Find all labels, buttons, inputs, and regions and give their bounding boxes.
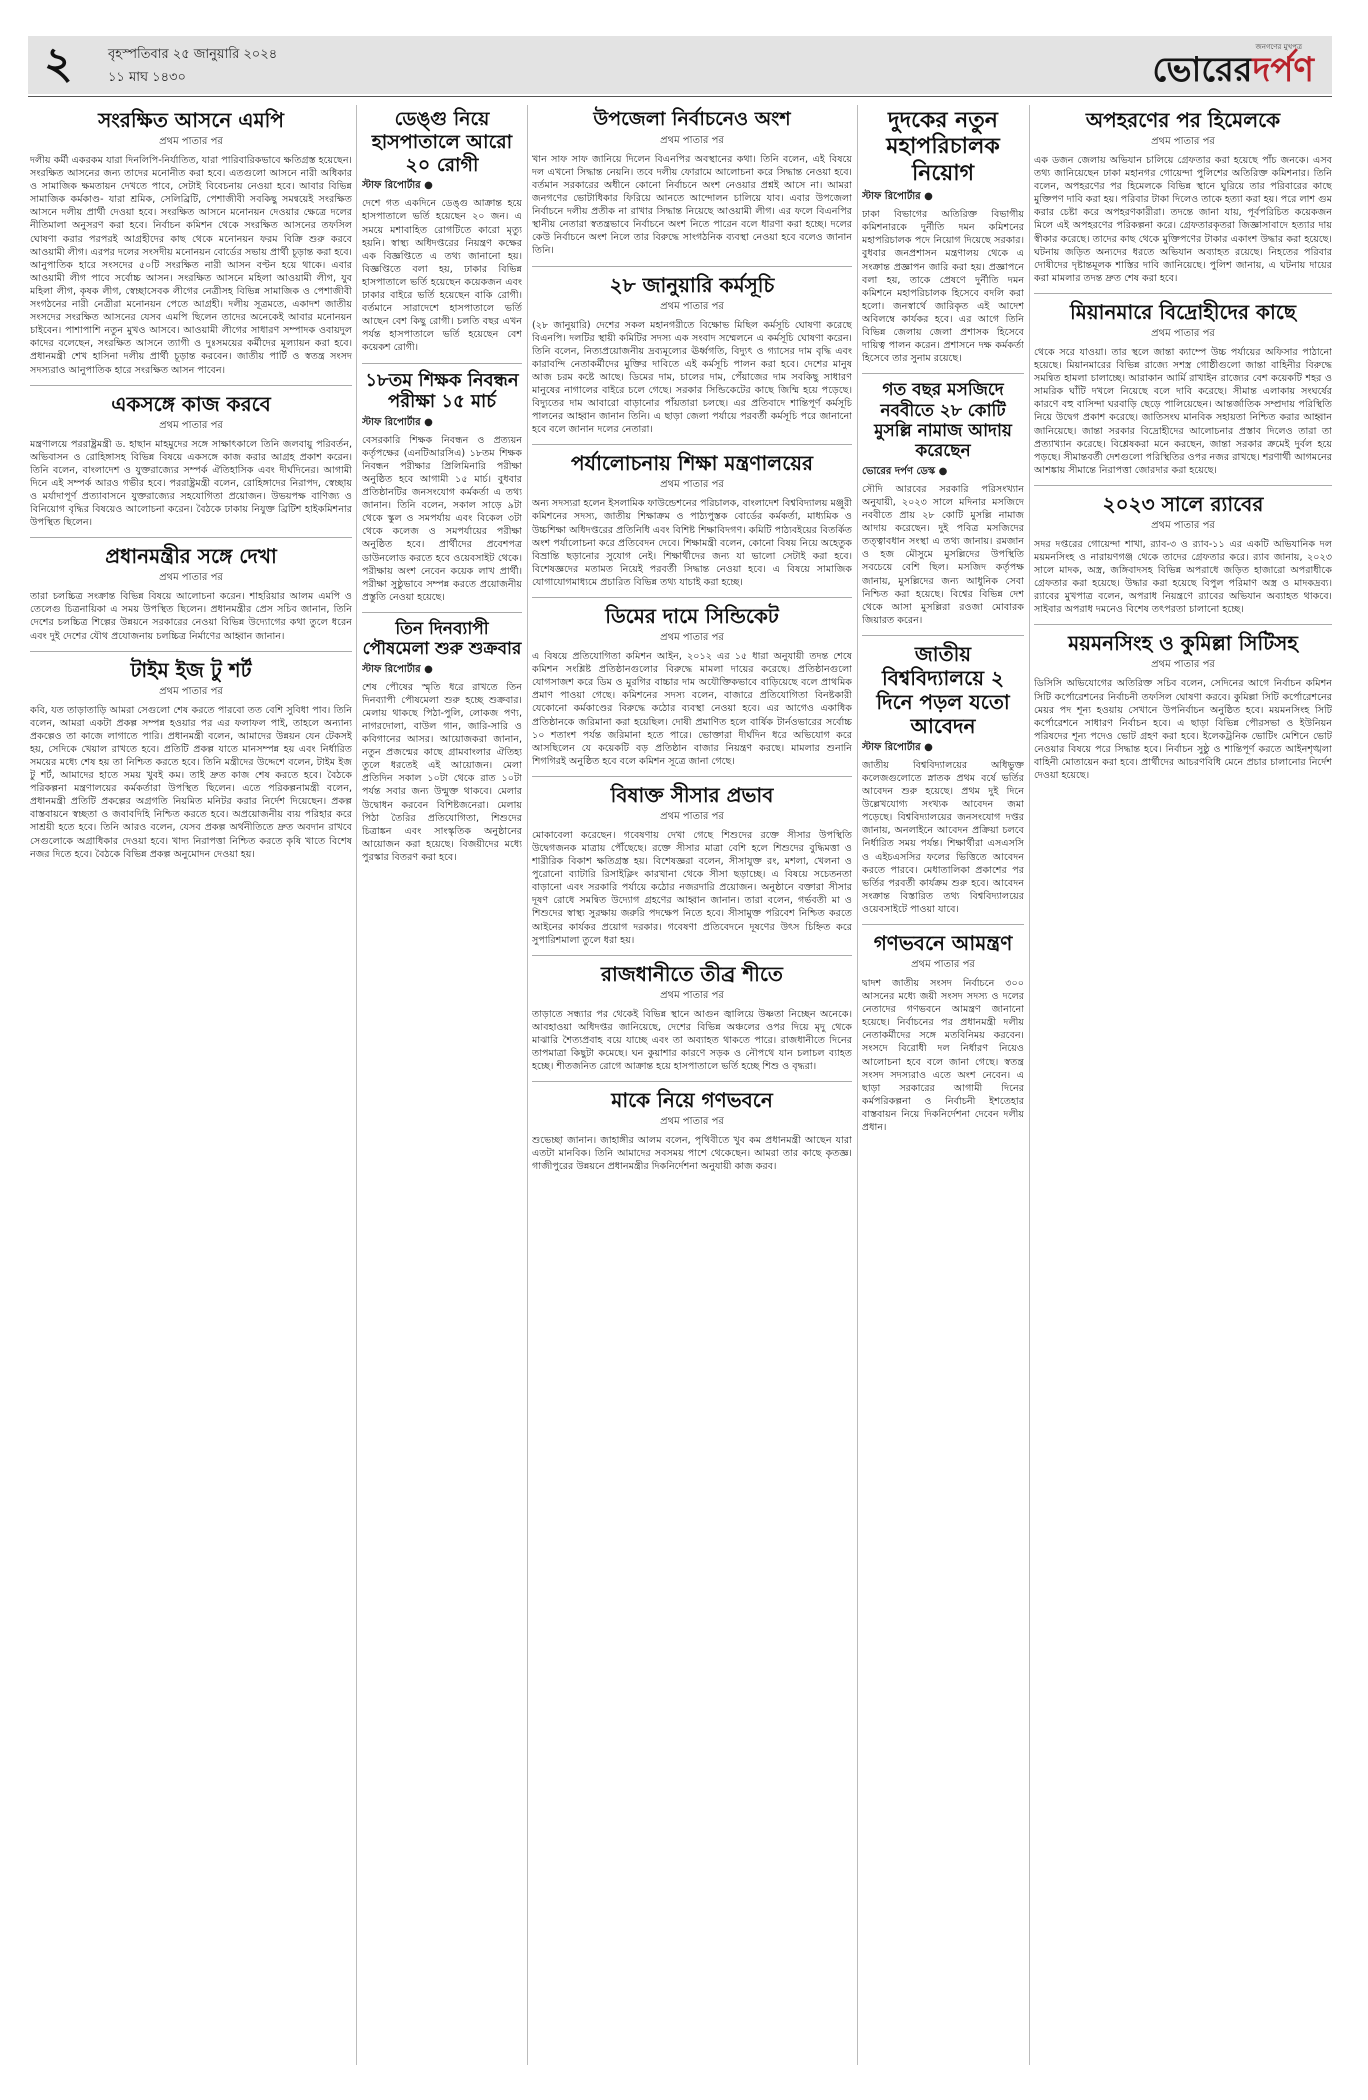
- story-separator: [1034, 293, 1332, 294]
- column-divider: [1029, 105, 1030, 2065]
- story-body: দ্বাদশ জাতীয় সংসদ নির্বাচনে ৩০০ আসনের মধ্যে জয়ী সংসদ সদস্য ও দলের নেতাদের গণভবনে আমন্ত্রণ জানানো হয়েছে। নির্বাচনের পর প্রধানমন্ত্রী দলীয় নেতাকর্মীদের সঙ্গে মতবিনিময় করবেন। সংসদে বিরোধী দল নির্ধারণ নিয়েও আলোচনা হবে বলে জানা গেছে। স্বতন্ত্র সংসদ সদস্যরাও এতে অংশ নেবেন। এ ছাড়া সরকারের আগামী দিনের কর্মপরিকল্পনা ও নির্বাচনী ইশতেহার বাস্তবায়ন নিয়ে দিকনির্দেশনা দেবেন দলীয় প্রধান।: [862, 978, 1024, 1134]
- continued-label: প্রথম পাতার পর: [660, 1116, 724, 1128]
- story-body: ডিসিসি অভিযোগের অতিরিক্ত সচিব বলেন, সেদিনের আগে নির্বাচন কমিশন সিটি কর্পোরেশনের নির্বাচনী তফসিল ঘোষণা করবে। কুমিল্লা সিটি কর্পোরেশনের মেয়র পদ শূন্য হওয়ায় সেখানে উপনির্বাচন অনুষ্ঠিত হবে। ময়মনসিংহ সিটি কর্পোরেশনে সাধারণ নির্বাচন হবে। এ ছাড়া বিভিন্ন পৌরসভা ও ইউনিয়ন পরিষদের শূন্য পদেও ভোট গ্রহণ করা হবে। ইলেকট্রনিক ভোটিং মেশিনে ভোট নেওয়ার বিষয়ে পরে সিদ্ধান্ত হবে। নির্বাচন সুষ্ঠু ও শান্তিপূর্ণ করতে আইনশৃঙ্খলা বাহিনী মোতায়েন করা হবে। প্রার্থীদের আচরণবিধি মেনে প্রচার চালানোর নির্দেশ দেওয়া হয়েছে।: [1034, 678, 1332, 782]
- story-lead-poison: [532, 783, 852, 947]
- column-3: [532, 105, 852, 2075]
- story-egg-price: [532, 604, 852, 768]
- headline: পর্যালোচনায় শিক্ষা মন্ত্রণালয়ের: [570, 451, 814, 476]
- story-after-abduction: [1034, 108, 1332, 285]
- continued-label: প্রথম পাতার পর: [159, 572, 223, 584]
- logo-tagline: জনগণের মুখপত্র: [1255, 43, 1302, 51]
- column-divider: [527, 105, 528, 2065]
- story-body: তাড়াতে সন্ধ্যার পর থেকেই বিভিন্ন স্থানে আগুন জ্বালিয়ে উষ্ণতা নিচ্ছেন অনেকে। আবহাওয়া অধিদপ্তর জানিয়েছে, দেশের বিভিন্ন অঞ্চলের ওপর দিয়ে মৃদু থেকে মাঝারি শৈত্যপ্রবাহ বয়ে যাচ্ছে এবং তা অব্যাহত থাকতে পারে। রাজধানীতে দিনের তাপমাত্রা কিছুটা কমেছে। ঘন কুয়াশার কারণে সড়ক ও নৌপথে যান চলাচল ব্যাহত হচ্ছে। শীতজনিত রোগে আক্রান্ত হয়ে হাসপাতালে ভর্তি হচ্ছে শিশু ও বৃদ্ধরা।: [532, 1008, 852, 1073]
- headline: প্রধানমন্ত্রীর সঙ্গে দেখা: [105, 544, 277, 569]
- headline: গত বছর মসজিদে নববীতে ২৮ কোটি মুসল্লি নামাজ আদায় করেছেন: [874, 380, 1012, 462]
- continued-label: প্রথম পাতার পর: [660, 989, 724, 1001]
- story-separator: [30, 651, 352, 652]
- story-national-university: [862, 642, 1024, 916]
- page-header: [28, 36, 1332, 94]
- headline: টাইম ইজ টু শর্ট: [130, 657, 252, 682]
- story-body: মোকাবেলা করেছেন। গবেষণায় দেখা গেছে শিশুদের রক্তে সীসার উপস্থিতি উদ্বেগজনক মাত্রায় পৌঁছেছে। রক্তে সীসার মাত্রা বেশি হলে শিশুদের বুদ্ধিমত্তা ও শারীরিক বিকাশ ক্ষতিগ্রস্ত হয়। বিশেষজ্ঞরা বলেন, সীসাযুক্ত রং, মশলা, খেলনা ও পুরোনো ব্যাটারি রিসাইক্লিং কারখানা থেকে সীসা ছড়াচ্ছে। এ বিষয়ে সচেতনতা বাড়ানো এবং সরকারি পর্যায়ে কঠোর নজরদারি প্রয়োজন। অনুষ্ঠানে বক্তারা সীসার দূষণ রোধে সমন্বিত উদ্যোগ গ্রহণের আহ্বান জানান। তারা বলেন, গর্ভবতী মা ও শিশুদের স্বাস্থ্য সুরক্ষায় জরুরি পদক্ষেপ নিতে হবে। সীসামুক্ত পরিবেশ নিশ্চিত করতে আইনের কার্যকর প্রয়োগ দরকার। গবেষণা প্রতিবেদনে দূষণের উৎস চিহ্নিত করে সুপারিশমালা তুলে ধরা হয়।: [532, 829, 852, 946]
- continued-label: প্রথম পাতার পর: [159, 685, 223, 697]
- story-body: সৌদি আরবের সরকারি পরিসংখ্যান অনুযায়ী, ২০২৩ সালে মদিনার মসজিদে নববীতে প্রায় ২৮ কোটি মুসল্লি নামাজ আদায় করেছেন। দুই পবিত্র মসজিদের তত্ত্বাবধান সংস্থা এ তথ্য জানায়। রমজান ও হজ মৌসুমে মুসল্লিদের উপস্থিতি সবচেয়ে বেশি ছিল। মসজিদ কর্তৃপক্ষ জানায়, মুসল্লিদের জন্য আধুনিক সেবা নিশ্চিত করা হয়েছে। বিশ্বের বিভিন্ন দেশ থেকে আসা মুসল্লিরা রওজা মোবারক জিয়ারত করেন।: [862, 483, 1024, 626]
- headline: সংরক্ষিত আসনে এমপি: [98, 108, 284, 132]
- headline: জাতীয় বিশ্ববিদ্যালয়ে ২ দিনে পড়ল যতো আবেদন: [876, 641, 1010, 738]
- story-separator: [1034, 485, 1332, 486]
- story-separator: [30, 537, 352, 538]
- column-5: [1034, 105, 1332, 2075]
- story-separator: [532, 955, 852, 956]
- page-number: ২: [44, 38, 73, 89]
- story-time-is-short: [30, 658, 352, 861]
- byline: স্টাফ রিপোর্টার ●: [362, 180, 433, 192]
- story-dengue: [362, 108, 522, 355]
- header-rule: [28, 96, 1332, 97]
- story-body: শুভেচ্ছা জানান। জাহাঙ্গীর আলম বলেন, পৃথিবীতে খুব কম প্রধানমন্ত্রী আছেন যারা এতটা মানবিক। তিনি আমাদের সবসময় পাশে থেকেছেন। আমরা তার কাছে কৃতজ্ঞ। গাজীপুরের উন্নয়নে প্রধানমন্ত্রীর দিকনির্দেশনা অনুযায়ী কাজ করব।: [532, 1135, 852, 1173]
- story-separator: [30, 385, 352, 386]
- logo-part-2: দর্পণ: [1252, 50, 1314, 90]
- story-body: বেসরকারি শিক্ষক নিবন্ধন ও প্রত্যয়ন কর্তৃপক্ষের (এনটিআরসিএ) ১৮তম শিক্ষক নিবন্ধন পরীক্ষার প্রিলিমিনারি পরীক্ষা অনুষ্ঠিত হবে আগামী ১৫ মার্চ। বুধবার প্রতিষ্ঠানটির জনসংযোগ কর্মকর্তা এ তথ্য জানান। তিনি বলেন, সকাল সাড়ে ৯টা থেকে স্কুল ও সমপর্যায় এবং বিকেল ৩টা থেকে কলেজ ও সমপর্যায়ের পরীক্ষা অনুষ্ঠিত হবে। প্রার্থীদের প্রবেশপত্র ডাউনলোড করতে হবে ওয়েবসাইট থেকে। পরীক্ষায় অংশ নেবেন কয়েক লাখ প্রার্থী। পরীক্ষা সুষ্ঠুভাবে সম্পন্ন করতে প্রয়োজনীয় প্রস্তুতি নেওয়া হয়েছে।: [362, 434, 522, 603]
- continued-label: প্রথম পাতার পর: [1151, 519, 1215, 531]
- continued-label: প্রথম পাতার পর: [660, 810, 724, 822]
- continued-label: প্রথম পাতার পর: [1151, 136, 1215, 147]
- continued-label: প্রথম পাতার পর: [159, 419, 223, 431]
- story-reserved-seats: [30, 108, 352, 377]
- story-separator: [362, 363, 522, 364]
- story-separator: [532, 1081, 852, 1082]
- logo-part-1: ভোরের: [1152, 50, 1253, 90]
- continued-label: প্রথম পাতার পর: [660, 300, 724, 312]
- story-gonobhaban-invite: [862, 931, 1024, 1134]
- story-program-28: [532, 273, 852, 437]
- story-body: কবি, যত তাড়াতাড়ি আমরা সেগুলো শেষ করতে পারবো তত বেশি সুবিধা পাব। তিনি বলেন, আমরা একটা প্রকল্প সম্পন্ন হওয়ার পর এর ফলাফল পাই, তাহলে অন্যান্য প্রকল্পেও তা কাজে লাগাতে পারি। প্রধানমন্ত্রী বলেন, আমাদের উন্নয়ন যেন টেকসই হয়, সেদিকে খেয়াল রাখতে হবে। প্রতিটি প্রকল্প যাতে মানসম্পন্ন হয় এবং নির্ধারিত সময়ের মধ্যে শেষ হয় তা নিশ্চিত করতে হবে। তিনি মন্ত্রীদের উদ্দেশে বলেন, টাইম ইজ টু শর্ট, আমাদের হাতে সময় খুবই কম। তাই দ্রুত কাজ শেষ করতে হবে। বৈঠকে পরিকল্পনা মন্ত্রণালয়ের কর্মকর্তারা উপস্থিত ছিলেন। এতে পরিকল্পনামন্ত্রী বলেন, প্রধানমন্ত্রী প্রতিটি প্রকল্পের অগ্রগতি নিয়মিত মনিটর করার নির্দেশ দিয়েছেন। প্রকল্প বাস্তবায়নে স্বচ্ছতা ও জবাবদিহি নিশ্চিত করতে হবে। অপ্রয়োজনীয় ব্যয় পরিহার করে সাশ্রয়ী হতে হবে। তিনি আরও বলেন, যেসব প্রকল্প অর্থনীতিতে দ্রুত অবদান রাখবে সেগুলোকে অগ্রাধিকার দেওয়া হবে। খাদ্য নিরাপত্তা নিশ্চিত করতে কৃষি খাতে বিশেষ নজর দিতে হবে। বৈঠকে বিভিন্ন প্রকল্প অনুমোদন দেওয়া হয়।: [30, 704, 352, 860]
- story-separator: [532, 776, 852, 777]
- headline: ১৮তম শিক্ষক নিবন্ধন পরীক্ষা ১৫ মার্চ: [365, 369, 519, 413]
- continued-label: প্রথম পাতার পর: [159, 136, 223, 147]
- story-ntrca: [362, 370, 522, 604]
- story-capital-cold: [532, 962, 852, 1073]
- continued-label: প্রথম পাতার পর: [660, 134, 724, 146]
- story-separator: [532, 444, 852, 445]
- story-together-work: [30, 392, 352, 530]
- column-2: [362, 105, 522, 2075]
- continued-label: প্রথম পাতার পর: [911, 959, 975, 971]
- byline: ভোরের দর্পণ ডেস্ক ●: [862, 465, 948, 477]
- story-separator: [362, 612, 522, 613]
- story-body: থেকে সরে যাওয়া। তার স্থলে জান্তা ক্যাম্পে উচ্চ পর্যায়ের অফিসার পাঠানো হয়েছে। মিয়ানমারের বিভিন্ন রাজ্যে সশস্ত্র গোষ্ঠীগুলো জান্তা বাহিনীর বিরুদ্ধে সমন্বিত হামলা চালাচ্ছে। আরাকান আর্মি রাখাইন রাজ্যের বেশ কয়েকটি শহর ও সামরিক ঘাঁটি দখলে নিয়েছে বলে দাবি করেছে। সীমান্ত এলাকায় সংঘর্ষের কারণে বহু বাসিন্দা ঘরবাড়ি ছেড়ে পালিয়েছেন। আন্তর্জাতিক সম্প্রদায় পরিস্থিতি নিয়ে উদ্বেগ প্রকাশ করেছে। জাতিসংঘ মানবিক সহায়তা নিশ্চিত করার আহ্বান জানিয়েছে। জান্তা সরকার বিদ্রোহীদের আলোচনার প্রস্তাব দিলেও তারা তা প্রত্যাখ্যান করেছে। বিশ্লেষকরা মনে করছেন, জান্তা সরকার ক্রমেই দুর্বল হয়ে পড়ছে। সীমান্তবর্তী দেশগুলো পরিস্থিতির ওপর নজর রাখছে। শরণার্থী আগমনের আশঙ্কায় সীমান্তে নিরাপত্তা জোরদার করা হয়েছে।: [1034, 346, 1332, 476]
- story-education-ministry: [532, 451, 852, 589]
- continued-label: প্রথম পাতার পর: [1151, 327, 1215, 339]
- byline: স্টাফ রিপোর্টার ●: [362, 663, 433, 675]
- headline: একসঙ্গে কাজ করবে: [111, 391, 271, 416]
- headline: মাকে নিয়ে গণভবনে: [611, 1088, 773, 1113]
- story-separator: [862, 635, 1024, 636]
- story-new-dg: [862, 108, 1024, 365]
- story-body: মন্ত্রণালয়ে পররাষ্ট্রমন্ত্রী ড. হাছান মাহমুদের সঙ্গে সাক্ষাৎকালে তিনি জলবায়ু পরিবর্তন, অভিবাসন ও রোহিঙ্গাসহ বিভিন্ন বিষয়ে একসঙ্গে কাজ করার আগ্রহ প্রকাশ করেন। তিনি বলেন, বাংলাদেশ ও যুক্তরাজ্যের সম্পর্ক ঐতিহাসিক এবং দীর্ঘদিনের। আগামী দিনে এই সম্পর্ক আরও গভীর হবে। পররাষ্ট্রমন্ত্রী বলেন, রোহিঙ্গাদের নিরাপদ, স্বেচ্ছায় ও মর্যাদাপূর্ণ প্রত্যাবাসনে যুক্তরাজ্যের সহযোগিতা প্রয়োজন। উভয়পক্ষ বাণিজ্য ও বিনিয়োগ বৃদ্ধির বিষয়েও আলোচনা করেন। বৈঠকে ঢাকায় নিযুক্ত ব্রিটিশ হাইকমিশনার উপস্থিত ছিলেন।: [30, 438, 352, 529]
- headline: ২৮ জানুয়ারি কর্মসূচি: [609, 272, 775, 297]
- newspaper-logo: [1152, 51, 1314, 89]
- byline: স্টাফ রিপোর্টার ●: [862, 741, 933, 753]
- story-pm-meeting: [30, 544, 352, 642]
- headline: তিন দিনব্যাপী পৌষমেলা শুরু শুক্রবার: [362, 618, 522, 660]
- story-body: এ বিষয়ে প্রতিযোগিতা কমিশন আইন, ২০১২ এর ১৫ ধারা অনুযায়ী তদন্ত শেষে কমিশন সংশ্লিষ্ট প্রতিষ্ঠানগুলোর বিরুদ্ধে মামলা দায়ের করেছে। প্রতিষ্ঠানগুলো যোগসাজশ করে ডিম ও মুরগির বাচ্চার দাম অযৌক্তিকভাবে বাড়িয়েছে বলে প্রাথমিক প্রমাণ পাওয়া গেছে। কমিশনের সদস্য বলেন, বাজারে প্রতিযোগিতা বিনষ্টকারী যেকোনো কর্মকাণ্ডের বিরুদ্ধে কঠোর ব্যবস্থা নেওয়া হবে। এর আগেও একাধিক প্রতিষ্ঠানকে জরিমানা করা হয়েছিল। দোষী প্রমাণিত হলে বার্ষিক টার্নওভারের সর্বোচ্চ ১০ শতাংশ পর্যন্ত জরিমানা হতে পারে। ভোক্তারা দীর্ঘদিন ধরে অভিযোগ করে আসছিলেন যে কয়েকটি বড় প্রতিষ্ঠান বাজার নিয়ন্ত্রণ করছে। মামলার শুনানি শিগগিরই অনুষ্ঠিত হবে বলে কমিশন সূত্রে জানা গেছে।: [532, 651, 852, 767]
- story-city-elections: [1034, 631, 1332, 782]
- headline: দুদকের নতুন মহাপরিচালক নিয়োগ: [886, 108, 1000, 186]
- story-body: ঢাকা বিভাগের অতিরিক্ত বিভাগীয় কমিশনারকে দুর্নীতি দমন কমিশনের মহাপরিচালক পদে নিয়োগ দিয়েছে সরকার। বুধবার জনপ্রশাসন মন্ত্রণালয় থেকে এ সংক্রান্ত প্রজ্ঞাপন জারি করা হয়। প্রজ্ঞাপনে বলা হয়, তাকে প্রেষণে দুর্নীতি দমন কমিশনে মহাপরিচালক হিসেবে বদলি করা হলো। জনস্বার্থে জারিকৃত এই আদেশ অবিলম্বে কার্যকর হবে। এর আগে তিনি বিভিন্ন জেলায় জেলা প্রশাসক হিসেবে দায়িত্ব পালন করেন। প্রশাসনে দক্ষ কর্মকর্তা হিসেবে তার সুনাম রয়েছে।: [862, 209, 1024, 365]
- column-4: [862, 105, 1024, 2075]
- headline: গণভবনে আমন্ত্রণ: [873, 931, 1013, 956]
- story-mother-gonobhaban: [532, 1088, 852, 1173]
- story-body: শেষ পৌষের স্মৃতি ধরে রাখতে তিন দিনব্যাপী পৌষমেলা শুরু হচ্ছে শুক্রবার। মেলায় থাকছে পিঠা-পুলি, লোকজ পণ্য, নাগরদোলা, বাউল গান, জারি-সারি ও কবিগানের আসর। আয়োজকরা জানান, নতুন প্রজন্মের কাছে গ্রামবাংলার ঐতিহ্য তুলে ধরতেই এই আয়োজন। মেলা প্রতিদিন সকাল ১০টা থেকে রাত ১০টা পর্যন্ত সবার জন্য উন্মুক্ত থাকবে। মেলার উদ্বোধন করবেন বিশিষ্টজনেরা। মেলায় পিঠা তৈরির প্রতিযোগিতা, শিশুদের চিত্রাঙ্কন এবং সাংস্কৃতিক অনুষ্ঠানের আয়োজন করা হয়েছে। বিজয়ীদের মধ্যে পুরস্কার বিতরণ করা হবে।: [362, 681, 522, 863]
- story-body: তারা চলচ্চিত্র সংক্রান্ত বিভিন্ন বিষয়ে আলোচনা করেন। শাহরিয়ার আলম এমপি ও তেলেগু চিত্রনায়িকা এ সময় উপস্থিত ছিলেন। প্রধানমন্ত্রীর প্রেস সচিব জানান, তিনি দেশের চলচ্চিত্র শিল্পের উন্নয়নে সরকারের নেওয়া বিভিন্ন উদ্যোগের কথা তুলে ধরেন এবং দুই দেশের যৌথ প্রযোজনায় চলচ্চিত্র নির্মাণের আহ্বান জানান।: [30, 591, 352, 642]
- story-separator: [862, 373, 1024, 374]
- column-divider: [857, 105, 858, 2065]
- headline: রাজধানীতে তীব্র শীতে: [601, 961, 783, 986]
- story-body: খান সাফ সাফ জানিয়ে দিলেন বিএনপির অবস্থানের কথা। তিনি বলেন, এই বিষয়ে দল এখনো সিদ্ধান্ত নেয়নি। তবে দলীয় ফোরামে আলোচনা করে সিদ্ধান্ত নেওয়া হবে। বর্তমান সরকারের অধীনে কোনো নির্বাচনে অংশ নেওয়ার প্রশ্নই আসে না। আমরা জনগণের ভোটাধিকার ফিরিয়ে আনতে আন্দোলন চালিয়ে যাব। এবার উপজেলা নির্বাচনে দলীয় প্রতীক না রাখার সিদ্ধান্ত নিয়েছে আওয়ামী লীগ। এর ফলে বিএনপির স্থানীয় নেতারা স্বতন্ত্রভাবে নির্বাচনে অংশ নিতে পারেন বলে ধারণা করা হচ্ছে। দলের কেউ নির্বাচনে অংশ নিলে তার বিরুদ্ধে সাংগঠনিক ব্যবস্থা নেওয়া হবে বলেও জানান তিনি।: [532, 153, 852, 257]
- story-mosque-prayer: [862, 380, 1024, 627]
- story-poush-mela: [362, 619, 522, 864]
- date-line-gregorian: বৃহস্পতিবার ২৫ জানুয়ারি ২০২৪: [108, 47, 278, 62]
- story-body: দলীয় কর্মী একরকম যারা দিনলিপি-নির্যাতিত, যারা পারিবারিকভাবে ক্ষতিগ্রস্ত হয়েছেন। সংরক্ষিত আসনের জন্য তাদের মনোনীত করা হবে। এতগুলো আসনে নারী অধিকার ও সামাজিক ক্ষমতায়ন দেখতে পাবে, সেটাই বিবেচনায় নেওয়া হবে। আবার বিভিন্ন সামাজিক কর্মকাণ্ড- যারা শ্রমিক, সেলিব্রিটি, পেশাজীবী সবকিছু সমন্বয়েই সংরক্ষিত আসনে দলীয় প্রার্থী দেওয়া হবে। সংরক্ষিত আসনে মনোনয়ন দেওয়ার ক্ষেত্রে দলের নীতিমালা অনুসরণ করা হবে। নির্বাচন কমিশন থেকে সংরক্ষিত আসনের তফসিল ঘোষণা করার পরপরই আগ্রহীদের কাছ থেকে মনোনয়ন ফরম বিক্রি শুরু করবে আওয়ামী লীগ। এরপর দলের সংসদীয় মনোনয়ন বোর্ডের সভায় প্রার্থী চূড়ান্ত করা হবে। আনুপাতিক হারে সংসদের ৫০টি সংরক্ষিত নারী আসন বণ্টন হয়ে থাকে। এবার আওয়ামী লীগ পাবে সর্বোচ্চ আসন। সংরক্ষিত আসনে মহিলা আওয়ামী লীগ, যুব মহিলা লীগ, কৃষক লীগ, স্বেচ্ছাসেবক লীগের নেত্রীসহ বিভিন্ন সামাজিক ও পেশাজীবী সংগঠনের নারী নেত্রীরা মনোনয়ন পেতে আগ্রহী। দলীয় সূত্রমতে, একাদশ জাতীয় সংসদের সংরক্ষিত আসনের যেসব এমপি ছিলেন তাদের অনেকেই আবার মনোনয়ন চাইবেন। পাশাপাশি নতুন মুখও আসবে। আওয়ামী লীগের সাধারণ সম্পাদক ওবায়দুল কাদের বলেছেন, সংরক্ষিত আসনে ত্যাগী ও দুঃসময়ের কর্মীদের মূল্যায়ন করা হবে। প্রধানমন্ত্রী শেখ হাসিনা দলীয় প্রার্থী চূড়ান্ত করবেন। জাতীয় পার্টি ও স্বতন্ত্র সংসদ সদস্যরাও আনুপাতিক হারে সংরক্ষিত আসন পাবেন।: [30, 155, 352, 376]
- story-body: এক ডজন জেলায় অভিযান চালিয়ে গ্রেফতার করা হয়েছে পাঁচ জনকে। এসব তথ্য জানিয়েছেন ঢাকা মহানগর গোয়েন্দা পুলিশের অতিরিক্ত কমিশনার। তিনি বলেন, অপহরণের পর হিমেলকে বিভিন্ন স্থানে ঘুরিয়ে তার পরিবারের কাছে মুক্তিপণ দাবি করা হয়। পরিবার টাকা দিলেও তাকে হত্যা করা হয়। পরে লাশ গুম করার চেষ্টা করে অপহরণকারীরা। তদন্তে জানা যায়, পূর্বপরিচিত কয়েকজন মিলে এই অপহরণের পরিকল্পনা করে। গ্রেফতারকৃতরা জিজ্ঞাসাবাদে হত্যার দায় স্বীকার করেছে। তাদের কাছ থেকে মুক্তিপণের টাকার একাংশ উদ্ধার করা হয়েছে। ঘটনায় জড়িত অন্যদের ধরতে অভিযান অব্যাহত রয়েছে। নিহতের পরিবার দোষীদের দৃষ্টান্তমূলক শাস্তির দাবি জানিয়েছে। পুলিশ জানায়, এ ঘটনায় দায়ের করা মামলার তদন্ত দ্রুত শেষ করা হবে।: [1034, 155, 1332, 284]
- story-body: (২৮ জানুয়ারি) দেশের সকল মহানগরীতে বিক্ষোভ মিছিল কর্মসূচি ঘোষণা করেছে বিএনপি। দলটির স্থায়ী কমিটির সদস্য এক সংবাদ সম্মেলনে এ কর্মসূচি ঘোষণা করেন। তিনি বলেন, নিত্যপ্রয়োজনীয় দ্রব্যমূল্যের ঊর্ধ্বগতি, বিদ্যুৎ ও গ্যাসের দাম বৃদ্ধি এবং কারাবন্দি নেতাকর্মীদের মুক্তির দাবিতে এই কর্মসূচি পালন করা হবে। দেশের মানুষ আজ চরম কষ্টে আছে। ডিমের দাম, চালের দাম, পেঁয়াজের দাম সবকিছু সাধারণ মানুষের নাগালের বাইরে চলে গেছে। সরকার সিন্ডিকেটের কাছে জিম্মি হয়ে পড়েছে। বিদ্যুতের দাম আবারো বাড়ানোর পাঁয়তারা চলছে। এর প্রতিবাদে শান্তিপূর্ণ কর্মসূচি পালনের আহ্বান জানান তিনি। এ ছাড়া জেলা পর্যায়ে পরবর্তী কর্মসূচি পরে জানানো হবে বলে জানান দলের নেতারা।: [532, 319, 852, 436]
- continued-label: প্রথম পাতার পর: [1151, 659, 1215, 671]
- headline: মিয়ানমারে বিদ্রোহীদের কাছে: [1070, 299, 1296, 324]
- story-myanmar: [1034, 300, 1332, 477]
- story-body: অন্য সদস্যরা হলেন ইসলামিক ফাউন্ডেশনের পরিচালক, বাংলাদেশ বিশ্ববিদ্যালয় মঞ্জুরী কমিশনের সদস্য, জাতীয় শিক্ষাক্রম ও পাঠ্যপুস্তক বোর্ডের কর্মকর্তা, মাধ্যমিক ও উচ্চশিক্ষা অধিদপ্তরের প্রতিনিধি এবং বিশিষ্ট শিক্ষাবিদগণ। কমিটি পাঠ্যবইয়ের বিতর্কিত অংশ পর্যালোচনা করে প্রতিবেদন দেবে। শিক্ষামন্ত্রী বলেন, কোনো বিষয় নিয়ে অহেতুক বিভ্রান্তি ছড়ানোর সুযোগ নেই। শিক্ষার্থীদের জন্য যা ভালো সেটাই করা হবে। বিশেষজ্ঞদের মতামত নিয়েই পরবর্তী সিদ্ধান্ত নেওয়া হবে। এ বিষয়ে সামাজিক যোগাযোগমাধ্যমে প্রচারিত বিভিন্ন তথ্য যাচাই করা হচ্ছে।: [532, 498, 852, 588]
- story-body: সদর দপ্তরের গোয়েন্দা শাখা, র‌্যাব-৩ ও র‌্যাব-১১ এর একটি অভিযানিক দল ময়মনসিংহ ও নারায়ণগঞ্জ থেকে তাদের গ্রেফতার করে। র‌্যাব জানায়, ২০২৩ সালে মাদক, অস্ত্র, জঙ্গিবাদসহ বিভিন্ন অপরাধে জড়িত হাজারো অপরাধীকে গ্রেফতার করা হয়েছে। উদ্ধার করা হয়েছে বিপুল পরিমাণ অস্ত্র ও মাদকদ্রব্য। র‌্যাবের মুখপাত্র বলেন, অপরাধ নিয়ন্ত্রণে র‌্যাবের অভিযান অব্যাহত থাকবে। সাইবার অপরাধ দমনেও বিশেষ তৎপরতা চালানো হচ্ছে।: [1034, 538, 1332, 616]
- headline: ময়মনসিংহ ও কুমিল্লা সিটিসহ: [1068, 631, 1298, 656]
- story-body: দেশে গত একদিনে ডেঙ্গু আক্রান্ত হয়ে হাসপাতালে ভর্তি হয়েছেন ২০ জন। এ সময়ে মশাবাহিত রোগটিতে কারো মৃত্যু হয়নি। স্বাস্থ্য অধিদপ্তরের নিয়ন্ত্রণ কক্ষের এক বিজ্ঞপ্তিতে এ তথ্য জানানো হয়। বিজ্ঞপ্তিতে বলা হয়, ঢাকার বিভিন্ন হাসপাতালে ভর্তি হয়েছেন কয়েকজন এবং ঢাকার বাইরে ভর্তি হয়েছেন বাকি রোগী। বর্তমানে সারাদেশে হাসপাতালে ভর্তি আছেন বেশ কিছু রোগী। চলতি বছর এখন পর্যন্ত হাসপাতালে ভর্তি হয়েছেন বেশ কয়েকশ রোগী।: [362, 198, 522, 354]
- headline: বিষাক্ত সীসার প্রভাব: [610, 782, 774, 807]
- byline: স্টাফ রিপোর্টার ●: [362, 416, 433, 428]
- story-upazila: [532, 108, 852, 258]
- headline: অপহরণের পর হিমেলকে: [1085, 108, 1281, 132]
- date-line-bangla: ১১ মাঘ ১৪৩০: [108, 70, 186, 85]
- column-divider: [356, 105, 357, 2065]
- headline: ডেঙ্গু নিয়ে হাসপাতালে আরো ২০ রোগী: [371, 108, 513, 176]
- story-separator: [1034, 624, 1332, 625]
- story-separator: [532, 597, 852, 598]
- story-body: জাতীয় বিশ্ববিদ্যালয়ের অধিভুক্ত কলেজগুলোতে স্নাতক প্রথম বর্ষে ভর্তির আবেদন শুরু হয়েছে। প্রথম দুই দিনে উল্লেখযোগ্য সংখ্যক আবেদন জমা পড়েছে। বিশ্ববিদ্যালয়ের জনসংযোগ দপ্তর জানায়, অনলাইনে আবেদন প্রক্রিয়া চলবে নির্ধারিত সময় পর্যন্ত। শিক্ষার্থীরা এসএসসি ও এইচএসসির ফলের ভিত্তিতে আবেদন করতে পারবে। মেধাতালিকা প্রকাশের পর ভর্তির পরবর্তী কার্যক্রম শুরু হবে। আবেদন সংক্রান্ত বিস্তারিত তথ্য বিশ্ববিদ্যালয়ের ওয়েবসাইটে পাওয়া যাবে।: [862, 759, 1024, 915]
- continued-label: প্রথম পাতার পর: [660, 632, 724, 644]
- story-rab-2023: [1034, 492, 1332, 617]
- headline: ডিমের দামে সিন্ডিকেট: [605, 604, 779, 629]
- headline: ২০২৩ সালে র‌্যাবের: [1102, 491, 1264, 516]
- byline: স্টাফ রিপোর্টার ●: [862, 191, 933, 203]
- story-separator: [862, 924, 1024, 925]
- story-separator: [532, 266, 852, 267]
- continued-label: প্রথম পাতার পর: [660, 479, 724, 491]
- column-1: [30, 105, 352, 2075]
- headline: উপজেলা নির্বাচনেও অংশ: [593, 108, 791, 130]
